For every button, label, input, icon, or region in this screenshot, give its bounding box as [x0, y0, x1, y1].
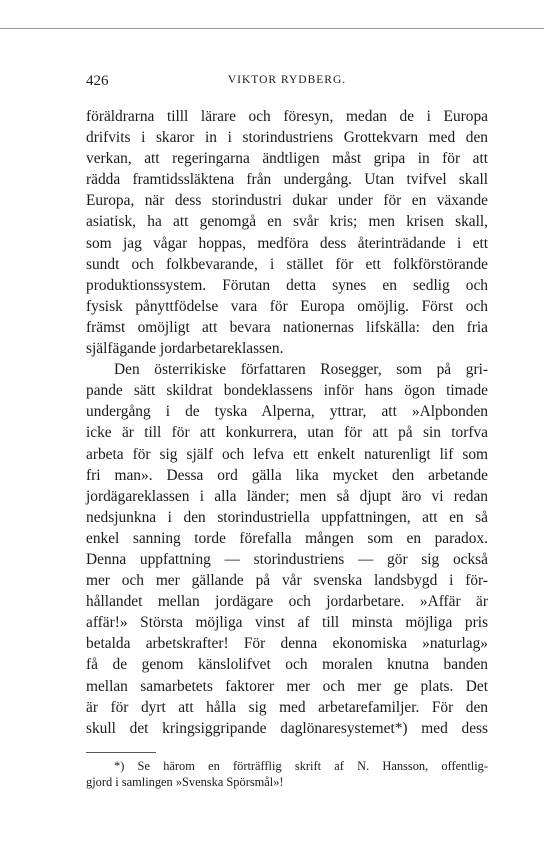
text-line: produktionssystem. Förutan detta synes en sedlig och [86, 276, 488, 294]
footnote-line: *) Se härom en förträfflig skrift af N. Hansson, offentlig- [114, 759, 488, 773]
footnote-line: gjord i samlingen »Svenska Spörsmål»! [86, 775, 284, 789]
text-line: drifvits i skaror in i storindustriens Grottekvarn med den [86, 129, 488, 147]
footnote [86, 758, 488, 790]
text-line: få de genom känslolifvet och moralen knutna banden [86, 656, 488, 674]
text-line: undergång i de tyska Alperna, yttrar, att »Alpbonden [86, 403, 488, 421]
body-text [86, 106, 488, 739]
top-scan-edge [0, 0, 544, 29]
running-head: VIKTOR RYDBERG. [227, 74, 347, 86]
text-line: föräldrarna tilll lärare och föresyn, medan de i Europa [86, 108, 488, 125]
text-line: verkan, att regeringarna ändtligen måst gripa in för att [86, 150, 488, 168]
page-number: 426 [86, 73, 109, 89]
text-line: affär!» Största möjliga vinst af till minsta möjliga pris [86, 614, 488, 632]
text-line: mellan samarbetets faktorer mer och mer ge plats. Det [86, 677, 488, 695]
text-line: främst omöjligt att bevara nationernas lifskälla: den fria [86, 318, 488, 336]
footnote-rule [86, 752, 156, 753]
text-line: fysisk pånyttfödelse vara för Europa omöjlig. Först och [86, 297, 488, 315]
text-line: rädda framtidssläktena från undergång. Utan tvifvel skall [86, 171, 488, 189]
text-line: arbeta för sig själf och lefva ett enkelt naturenligt lif som [86, 445, 488, 463]
text-line: enkel sanning torde förefalla mången som en paradox. [86, 529, 488, 547]
text-line: icke är till för att konkurrera, utan för att på sin torfva [86, 424, 488, 442]
text-line: fri man». Dessa ord gälla lika mycket den arbetande [86, 466, 488, 484]
text-line: mer och mer gällande på vår svenska landsbygd i för- [86, 572, 488, 590]
text-line: asiatisk, ha att genomgå en svår kris; men krisen skall, [86, 213, 488, 231]
text-line: nedsjunkna i den storindustriella uppfattningen, att en så [86, 508, 488, 526]
text-line: hållandet mellan jordägare och jordarbetare. »Affär är [86, 593, 488, 611]
paragraph-end-line: själfägande jordarbetareklassen. [86, 340, 284, 358]
text-line: sundt och folkbevarande, i stället för ett folkförstörande [86, 255, 488, 273]
text-line: jordägareklassen i alla länder; men så djupt äro vi redan [86, 487, 488, 505]
paragraph-start-line: Den österrikiske författaren Rosegger, som på gri- [114, 361, 488, 379]
text-line: skull det kringsiggripande daglönaresystemet*) med dess [86, 719, 488, 737]
text-line: som jag vågar hoppas, medföra dess återinträdande i ett [86, 234, 488, 252]
text-line: Denna uppfattning — storindustriens — gör sig också [86, 550, 488, 568]
text-line: betalda arbetskrafter! För denna ekonomiska »naturlag» [86, 635, 488, 653]
text-line: Europa, när dess storindustri dukar under för en växande [86, 192, 488, 210]
text-line: pande sätt skildrat bondeklassens inför hans ögon timade [86, 382, 488, 400]
text-line: är för dyrt att hålla sig med arbetarefamiljer. För den [86, 698, 488, 716]
page-header [86, 73, 488, 91]
